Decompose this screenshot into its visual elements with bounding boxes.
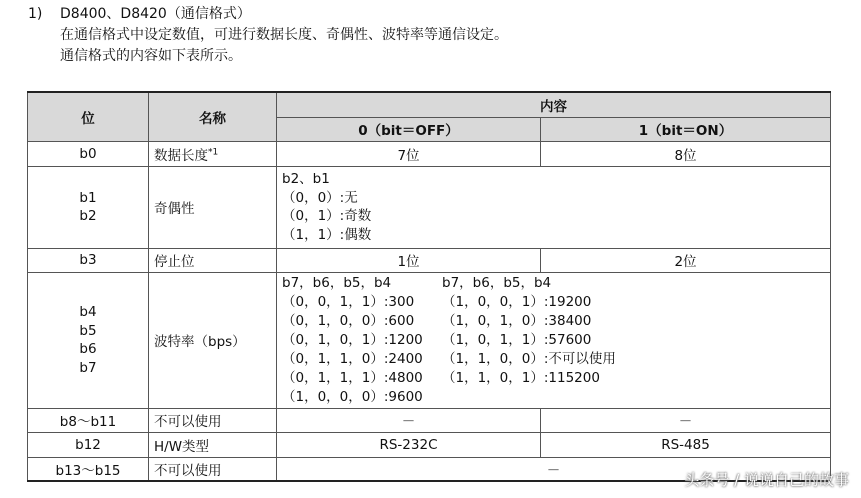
content-line: （0，1，0，1）:1200 (282, 331, 423, 348)
bit-label: b5 (79, 322, 97, 339)
table-row (28, 166, 831, 248)
content-line: b2、b1 (282, 171, 330, 187)
intro-text (28, 4, 508, 67)
baud-column-1 (282, 274, 442, 407)
content-line: （1，1，0，0）:不可以使用 (442, 350, 616, 367)
intro-line-3: 通信格式的内容如下表所示。 (60, 48, 242, 64)
name-text: 数据长度 (154, 147, 208, 164)
table-row (28, 248, 831, 272)
name-cell: H/W类型 (149, 432, 277, 457)
content-line: （0，1，1，0）:2400 (282, 350, 423, 367)
content-line: b7，b6，b5，b4 (442, 274, 552, 291)
bit-cell: b8～b11 (28, 408, 149, 432)
bit-cell: b0 (28, 141, 149, 166)
content-cell: － (277, 457, 831, 481)
comm-format-table (27, 91, 831, 482)
content-line: （0，1，0，0）:600 (282, 312, 415, 329)
bit-cell: b12 (28, 432, 149, 457)
content-line: （1，0，1，0）:38400 (442, 312, 592, 329)
on-cell: 8位 (541, 141, 831, 166)
table-row (28, 272, 831, 408)
content-cell (277, 166, 831, 248)
on-cell: RS-485 (541, 432, 831, 457)
name-cell: 不可以使用 (149, 457, 277, 481)
header-on: 1（bit＝ON） (541, 117, 831, 141)
intro-title: D8400、D8420（通信格式） (60, 6, 251, 22)
bit-label: b1 (79, 189, 97, 206)
off-cell: － (277, 408, 541, 432)
intro-heading (28, 4, 508, 25)
table-row (28, 141, 831, 166)
on-cell: － (541, 408, 831, 432)
off-cell: 1位 (277, 248, 541, 272)
intro-number: 1) (28, 6, 43, 22)
content-line: （1，0，0，0）:9600 (282, 388, 423, 405)
name-cell: 波特率（bps） (149, 272, 277, 408)
bit-label: b6 (79, 341, 97, 357)
content-line: （1，1，0，1）:115200 (442, 369, 600, 386)
name-cell: 停止位 (149, 248, 277, 272)
content-line: （1，0，0，1）:19200 (442, 293, 592, 310)
footnote-mark: *1 (208, 147, 219, 157)
bit-label: b4 (79, 304, 97, 320)
header-off: 0（bit＝OFF） (277, 117, 541, 141)
table-row (28, 432, 831, 457)
off-cell: RS-232C (277, 432, 541, 457)
content-line: （0，1，1，1）:4800 (282, 369, 423, 386)
intro-line-2: 在通信格式中设定数值，可进行数据长度、奇偶性、波特率等通信设定。 (60, 27, 508, 43)
table-row (28, 408, 831, 432)
content-line: b7，b6，b5，b4 (282, 274, 392, 291)
header-bit: 位 (28, 92, 149, 141)
content-line: （0，0，1，1）:300 (282, 293, 415, 310)
bit-label: b7 (79, 359, 97, 376)
name-cell: 奇偶性 (149, 166, 277, 248)
name-cell (149, 141, 277, 166)
baud-column-2 (442, 274, 616, 407)
header-name: 名称 (149, 92, 277, 141)
bit-cell (28, 272, 149, 408)
on-cell: 2位 (541, 248, 831, 272)
watermark: 头条号 / 说说自己的故事 (684, 471, 849, 489)
content-line: （0，1）:奇数 (282, 208, 372, 224)
content-line: （0，0）:无 (282, 189, 358, 206)
content-line: （1，0，1，1）:57600 (442, 331, 592, 348)
bit-label: b2 (79, 208, 97, 224)
bit-cell: b13～b15 (28, 457, 149, 481)
baud-columns (282, 274, 830, 407)
bit-cell (28, 166, 149, 248)
bit-cell: b3 (28, 248, 149, 272)
off-cell: 7位 (277, 141, 541, 166)
name-cell: 不可以使用 (149, 408, 277, 432)
header-content: 内容 (277, 92, 831, 117)
content-cell (277, 272, 831, 408)
content-line: （1，1）:偶数 (282, 226, 372, 243)
